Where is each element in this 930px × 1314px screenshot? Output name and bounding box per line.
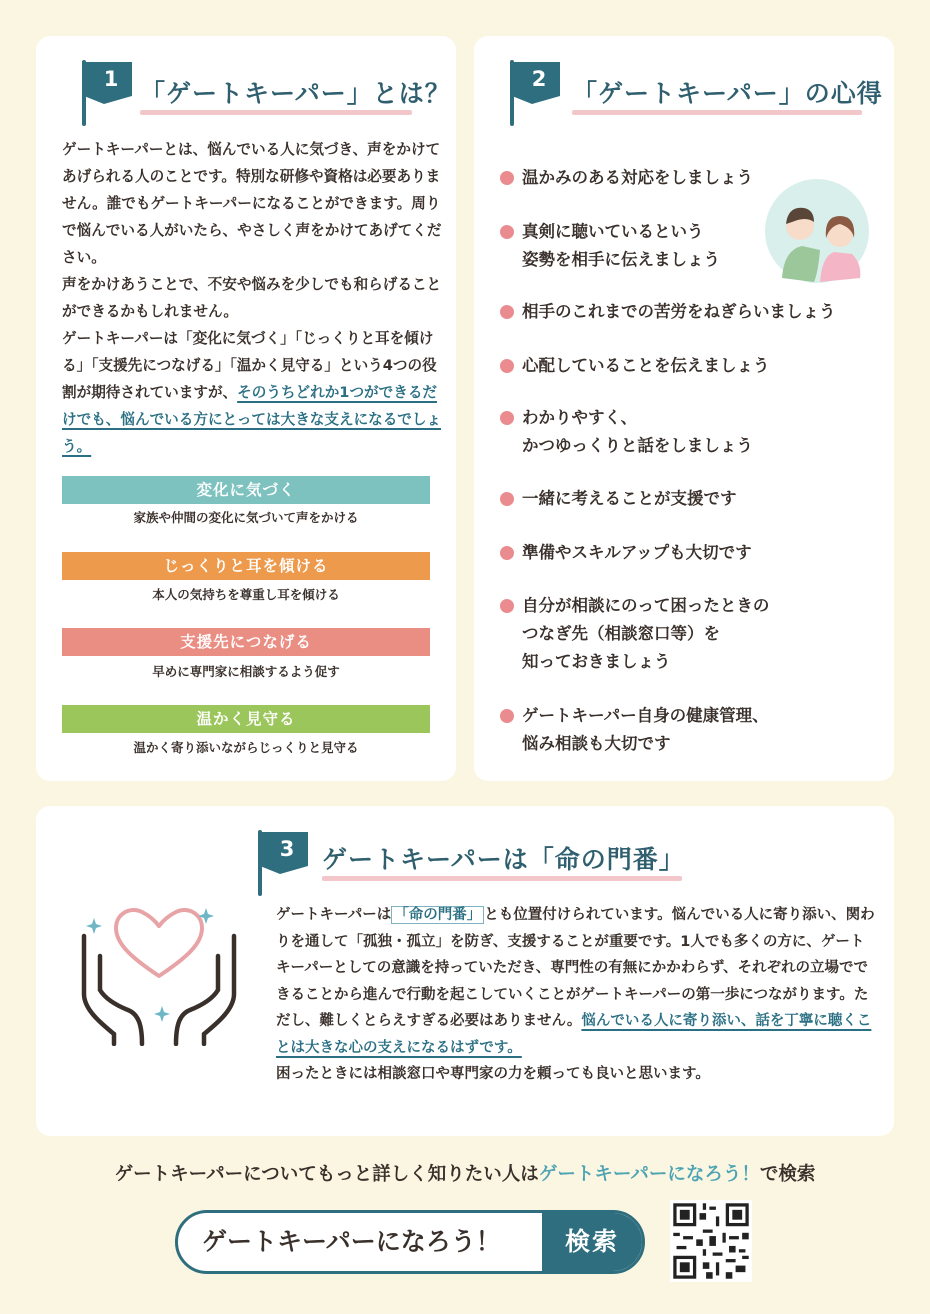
section-title: ゲートキーパーは「命の門番」 [322,845,685,874]
gatekeeper-body-text [276,902,876,1088]
title-underline [572,110,862,115]
flag-icon [74,56,136,128]
tip-text: わかりやすく、 [522,408,638,427]
bullet-dot-icon [500,305,514,319]
tip-text: 温かみのある対応をしましょう [522,168,753,187]
tip-item [500,404,880,460]
section-title: 「ゲートキーパー」の心得 [572,79,883,108]
tip-item [500,485,880,513]
tip-text: 心配していることを伝えましょう [522,356,770,375]
body-text: ゲートキーパーは [276,907,392,923]
search-input[interactable]: ゲートキーパーになろう！ [202,1227,501,1256]
tip-text: 真剣に聴いているという [522,222,704,241]
search-button[interactable]: 検索 [542,1213,642,1271]
bullet-dot-icon [500,709,514,723]
title-underline [140,110,412,115]
tip-item [500,352,880,380]
role-bar-listen: じっくりと耳を傾ける [62,552,430,580]
body-text: とも位置付けられています。悩んでいる人に寄り添い、関わりを通して「孤独・孤立」を防ぎ、支援することが重要です。1人でも多くの方に、ゲートキーパーとしての意識を持っていただき、専門性の有無にかかわらず、それぞれの立場でできることから進んで行動を起こしていくことがゲートキーパーの第一歩につながります。ただし、難しくとらえすぎる必要はありません。 [276,907,875,1029]
tip-text: 相手のこれまでの苦労をねぎらいましょう [522,302,836,321]
hands-heart-icon [72,896,247,1046]
role-bar-connect: 支援先につなげる [62,628,430,656]
role-desc-watch: 温かく寄り添いながらじっくりと見守る [133,740,359,755]
intro-paragraph [62,325,442,460]
tip-item [500,592,880,676]
section-gate-guardian [36,806,894,1136]
search-instruction [0,1160,930,1186]
search-keyword: ゲートキーパーになろう！ [538,1164,760,1185]
intro-roles-text: ゲートキーパーは「変化に気づく」「じっくりと耳を傾ける」「支援先につなげる」「温かく見守る」という4つの役割が期待されていますが、 [62,330,437,401]
role-desc-connect: 早めに専門家に相談するよう促す [152,664,340,679]
bullet-dot-icon [500,411,514,425]
tip-item [500,298,880,326]
intro-paragraph: ゲートキーパーとは、悩んでいる人に気づき、声をかけてあげられる人のことです。特別な研修や資格は必要ありません。誰でもゲートキーパーになることができます。周りで悩んでいる人がいたら、やさしく声をかけてあげてください。 [62,141,442,266]
tip-item [500,539,880,567]
guardian-keyword: 「命の門番」 [391,906,484,924]
tip-text: 知っておきましょう [522,652,671,671]
body-text: 困ったときには相談窓口や専門家の力を頼っても良いと思います。 [276,1066,710,1082]
search-instruction-text: で検索 [759,1164,816,1185]
title-underline [322,876,682,881]
bullet-dot-icon [500,492,514,506]
tip-text: ゲートキーパー自身の健康管理、 [522,706,769,725]
section-title: 「ゲートキーパー」とは？ [140,79,451,108]
flag-icon [250,826,312,898]
bullet-dot-icon [500,359,514,373]
section-number: 2 [531,67,547,91]
role-bar-watch: 温かく見守る [62,705,430,733]
bullet-dot-icon [500,599,514,613]
tip-text: かつゆっくりと話をしましょう [522,436,753,455]
section-number: 3 [279,837,295,861]
section-gatekeeper-tips [474,36,894,781]
role-bar-notice: 変化に気づく [62,476,430,504]
bullet-dot-icon [500,171,514,185]
body-highlight: 悩んでいる人に寄り添い、話を丁寧に聴くことは大きな心の支えになるはずです。 [276,1013,872,1056]
section-what-is-gatekeeper [36,36,456,781]
intro-paragraph: 声をかけあうことで、不安や悩みを少しでも和らげることができるかもしれません。 [62,276,442,320]
search-bar[interactable] [175,1210,645,1274]
tip-item [500,702,880,758]
search-instruction-text: ゲートキーパーについてもっと詳しく知りたい人は [114,1164,539,1185]
tip-item [500,218,880,274]
intro-highlight: そのうちどれか1つができるだけでも、悩んでいる方にとっては大きな支えになるでしょう。 [62,384,442,455]
bullet-dot-icon [500,546,514,560]
flag-icon [502,56,564,128]
section-number: 1 [103,67,119,91]
tip-text: 悩み相談も大切です [522,734,671,753]
tip-text: 一緒に考えることが支援です [522,489,737,508]
tip-text: 準備やスキルアップも大切です [522,543,752,562]
tip-text: つなぎ先（相談窓口等）を [522,624,720,643]
tip-text: 姿勢を相手に伝えましょう [522,250,720,269]
qr-code[interactable] [670,1200,752,1282]
role-desc-listen: 本人の気持ちを尊重し耳を傾ける [152,587,340,602]
role-desc-notice: 家族や仲間の変化に気づいて声をかける [133,510,359,525]
tip-text: 自分が相談にのって困ったときの [522,596,770,615]
tip-item [500,164,880,192]
intro-text [62,136,442,460]
bullet-dot-icon [500,225,514,239]
